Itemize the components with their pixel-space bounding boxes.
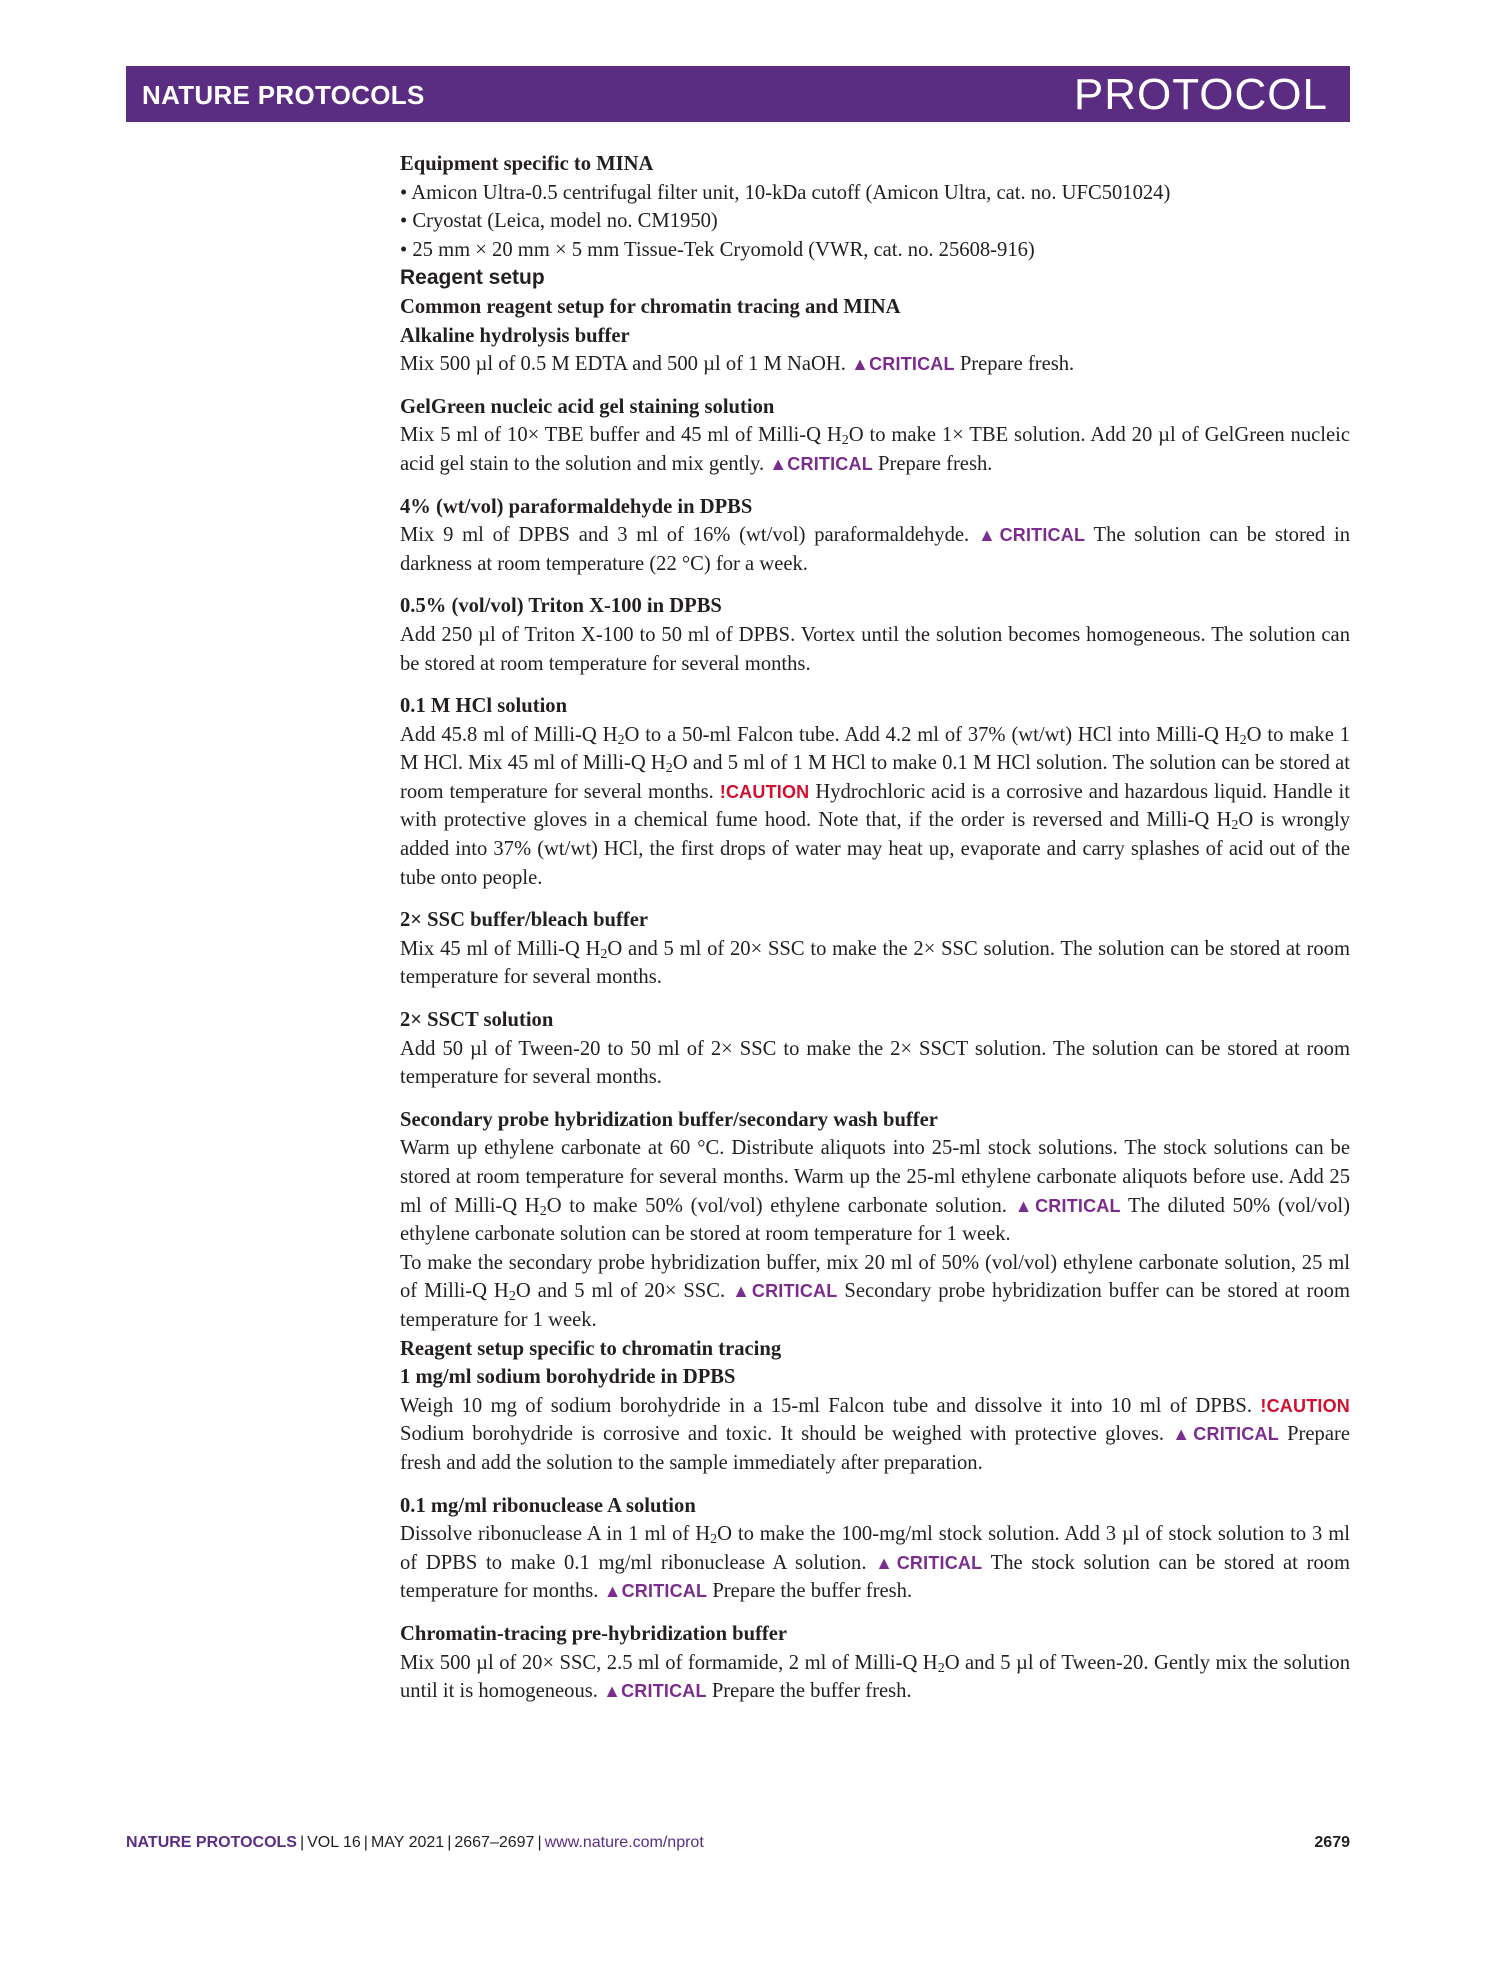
page-footer: NATURE PROTOCOLS | VOL 16 | MAY 2021 | 2667–2697 | www.nature.com/nprot 2679 xyxy=(126,1834,1350,1851)
secondary-body: Warm up ethylene carbonate at 60 °C. Distribute aliquots into 25-ml stock solutions. The stock solutions can be stored at room temperature for several months. Warm up the 25-ml ethylene carbonate aliquots before use. Add 25 ml of Milli-Q $H_2O$ to make 50% (vol/vol) ethylene carbonate solution. ▲CRITICAL The diluted 50% (vol/vol) ethylene carbonate solution can be stored at room temperature for 1 week. xyxy=(400,1137,1351,1246)
equipment-item: • Amicon Ultra-0.5 centrifugal filter unit, 10-kDa cutoff (Amicon Ultra, cat. no. UFC501024) xyxy=(400,181,1171,204)
ssc-body: Mix 45 ml of Milli-Q $H_2O$ and 5 ml of 20× SSC to make the 2× SSC solution. The solution can be stored at room temperature for several months. xyxy=(400,937,1350,989)
gelgreen-section xyxy=(400,393,1350,479)
critical-label: ▲CRITICAL xyxy=(851,354,955,375)
prehyb-body: Mix 500 µl of 20× SSC, 2.5 ml of formamide, 2 ml of Milli-Q $H_2O$ and 5 µl of Tween-20. Gently mix the solution until it is homogeneous. ▲CRITICAL Prepare the buffer fresh. xyxy=(400,1651,1350,1703)
triton-section xyxy=(400,592,1350,678)
alkaline-body: Mix 500 µl of 0.5 M EDTA and 500 µl of 1 M NaOH. ▲CRITICAL Prepare fresh. xyxy=(400,353,1075,376)
equipment-item: • Cryostat (Leica, model no. CM1950) xyxy=(400,210,718,233)
prehyb-title: Chromatin-tracing pre-hybridization buffer xyxy=(400,1622,788,1645)
secondary-title: Secondary probe hybridization buffer/secondary wash buffer xyxy=(400,1108,938,1131)
rnase-body: Dissolve ribonuclease A in 1 ml of $H_2O$ to make the 100-mg/ml stock solution. Add 3 µl of stock solution to 3 ml of DPBS to make 0.1 mg/ml ribonuclease A solution. ▲CRITICAL The stock solution can be stored at room temperature for months. ▲CRITICAL Prepare the buffer fresh. xyxy=(400,1523,1350,1603)
ssct-body: Add 50 µl of Tween-20 to 50 ml of 2× SSC to make the 2× SSCT solution. The solution can be stored at room temperature for several months. xyxy=(400,1037,1350,1089)
critical-label: ▲CRITICAL xyxy=(1014,1195,1121,1216)
critical-label: ▲CRITICAL xyxy=(1172,1424,1279,1445)
gelgreen-title: GelGreen nucleic acid gel staining solution xyxy=(400,395,775,418)
footer-journal: NATURE PROTOCOLS xyxy=(126,1834,297,1851)
footer-volume: VOL 16 xyxy=(307,1834,361,1851)
gelgreen-body: Mix 5 ml of 10× TBE buffer and 45 ml of Milli-Q $H_2O$ to make 1× TBE solution. Add 20 µl of GelGreen nucleic acid gel stain to the solution and mix gently. ▲CRITICAL Prepare fresh. xyxy=(400,424,1351,475)
borohydride-body: Weigh 10 mg of sodium borohydride in a 15-ml Falcon tube and dissolve it into 10 ml of DPBS. !CAUTION Sodium borohydride is corrosive and toxic. It should be weighed with protective gloves. ▲CRITICAL Prepare fresh and add the solution to the sample immediately after preparation. xyxy=(400,1394,1350,1474)
critical-label: ▲CRITICAL xyxy=(769,453,873,474)
journal-name: NATURE PROTOCOLS xyxy=(142,80,425,110)
rnase-section xyxy=(400,1492,1350,1606)
equipment-heading: Equipment specific to MINA xyxy=(400,153,654,175)
alkaline-title: Alkaline hydrolysis buffer xyxy=(400,324,630,347)
hcl-section xyxy=(400,692,1350,892)
ssc-section xyxy=(400,906,1350,992)
rnase-title: 0.1 mg/ml ribonuclease A solution xyxy=(400,1494,696,1517)
critical-label: ▲CRITICAL xyxy=(977,525,1086,546)
page-number: 2679 xyxy=(1314,1834,1350,1851)
common-reagent-heading: Common reagent setup for chromatin tracing and MINA xyxy=(400,295,901,318)
main-content xyxy=(400,150,1350,1706)
hcl-body: Add 45.8 ml of Milli-Q $H_2O$ to a 50-ml Falcon tube. Add 4.2 ml of 37% (wt/wt) HCl into Milli-Q $H_2O$ to make 1 M HCl. Mix 45 ml of Milli-Q $H_2O$ and 5 ml of 1 M HCl to make 0.1 M HCl solution. The solution can be stored at room temperature for several months. !CAUTION Hydrochloric acid is a corrosive and hazardous liquid. Handle it with protective gloves in a chemical fume hood. Note that, if the order is reversed and Milli-Q $H_2O$ is wrongly added into 37% (wt/wt) HCl, the first drops of water may heat up, evaporate and carry splashes of acid out of the tube onto people. xyxy=(400,723,1350,889)
borohydride-title: 1 mg/ml sodium borohydride in DPBS xyxy=(400,1366,736,1389)
secondary-body-2: To make the secondary probe hybridization buffer, mix 20 ml of 50% (vol/vol) ethylene carbonate solution, 25 ml of Milli-Q $H_2O$ and 5 ml of 20× SSC. ▲CRITICAL Secondary probe hybridization buffer can be stored at room temperature for 1 week. xyxy=(400,1251,1350,1331)
pfa-title: 4% (wt/vol) paraformaldehyde in DPBS xyxy=(400,495,753,518)
critical-label: ▲CRITICAL xyxy=(732,1281,838,1302)
critical-label: ▲CRITICAL xyxy=(875,1552,983,1573)
pfa-body: Mix 9 ml of DPBS and 3 ml of 16% (wt/vol) paraformaldehyde. ▲CRITICAL The solution can be stored in darkness at room temperature (22 °C) for a week. xyxy=(400,524,1350,575)
prehyb-section xyxy=(400,1620,1350,1706)
caution-label: !CAUTION xyxy=(719,781,810,802)
critical-label: ▲CRITICAL xyxy=(603,1681,707,1702)
triton-title: 0.5% (vol/vol) Triton X-100 in DPBS xyxy=(400,595,722,618)
triton-body: Add 250 µl of Triton X-100 to 50 ml of DPBS. Vortex until the solution becomes homogeneous. The solution can be stored at room temperature for several months. xyxy=(400,623,1350,675)
critical-label: ▲CRITICAL xyxy=(603,1581,708,1602)
equipment-item: • 25 mm × 20 mm × 5 mm Tissue-Tek Cryomold (VWR, cat. no. 25608-916) xyxy=(400,238,1035,261)
ssct-title: 2× SSCT solution xyxy=(400,1009,554,1032)
pfa-section xyxy=(400,493,1350,579)
footer-pages: 2667–2697 xyxy=(454,1834,535,1851)
article-type: PROTOCOL xyxy=(1073,70,1328,119)
footer-url-link[interactable]: www.nature.com/nprot xyxy=(544,1834,704,1851)
tracing-reagent-heading: Reagent setup specific to chromatin tracing xyxy=(400,1337,782,1360)
caution-label: !CAUTION xyxy=(1260,1395,1350,1416)
reagent-setup-heading: Reagent setup xyxy=(400,266,545,290)
secondary-section xyxy=(400,1106,1350,1335)
journal-header-bar xyxy=(126,66,1350,122)
ssct-section xyxy=(400,1006,1350,1092)
hcl-title: 0.1 M HCl solution xyxy=(400,695,568,718)
footer-date: MAY 2021 xyxy=(370,1834,445,1851)
ssc-title: 2× SSC buffer/bleach buffer xyxy=(400,909,648,932)
